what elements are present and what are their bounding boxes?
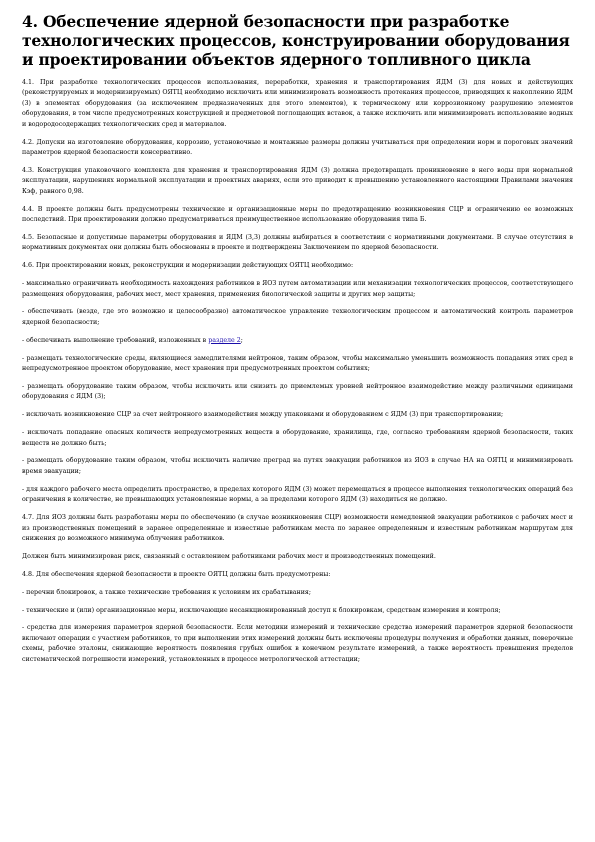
paragraph xyxy=(22,354,573,375)
paragraph xyxy=(22,552,573,562)
paragraph xyxy=(22,307,573,328)
paragraph-text: 4.6. При проектировании новых, реконструкции и модернизации действующих ОЯТЦ необходимо: xyxy=(22,262,354,270)
paragraph xyxy=(22,78,573,130)
paragraph-text: - размещать оборудование таким образом, чтобы исключить или снизить до приемлемых уровней нейтронное взаимодействие между различными единицами оборудования с ЯДМ (3); xyxy=(22,382,573,401)
paragraph-text: 4.4. В проекте должны быть предусмотрены технические и организационные меры по предотвращению возникновения СЦР и ограничению ее возможных последствий. При проектировании должно предусматриваться преимущественное использование оборудования типа Б. xyxy=(22,205,573,223)
paragraph xyxy=(22,623,573,665)
paragraph-text: - размещать оборудование таким образом, чтобы исключить наличие преград на путях эвакуации работников из ЯОЗ в случае НА на ОЯТЦ и минимизировать время эвакуации; xyxy=(22,457,573,475)
paragraph-text: - исключать возникновение СЦР за счет нейтронного взаимодействия между упаковками и оборудованием с ЯДМ (3) при транспортировании; xyxy=(22,411,504,419)
paragraph xyxy=(22,456,573,477)
paragraph-list xyxy=(22,78,573,665)
paragraph xyxy=(22,513,573,544)
paragraph-text: - технические и (или) организационные меры, исключающие несанкционированный доступ к блокировкам, средствам измерения и контроля; xyxy=(22,606,501,614)
section-2-link[interactable]: разделе 2 xyxy=(208,336,241,344)
paragraph-text: - перечни блокировок, а также технические требования к условиям их срабатывания; xyxy=(22,588,312,596)
paragraph xyxy=(22,205,573,226)
paragraph-text: Должен быть минимизирован риск, связанный с оставлением работниками рабочих мест и производственных помещений. xyxy=(22,552,436,560)
paragraph-text: - исключать попадание опасных количеств непредусмотренных веществ в оборудование, хранилища, где, согласно требованиям ядерной безопасности, таких веществ не должно быть; xyxy=(22,429,573,447)
paragraph xyxy=(22,588,573,598)
paragraph-text: - размещать технологические среды, являющиеся замедлителями нейтронов, таким образом, чтобы максимально уменьшить возможность попадания этих сред в непредусмотренное проектом оборудование, мест хранения при предусмотренных проектом событиях; xyxy=(22,354,573,373)
paragraph-text: 4.7. Для ЯОЗ должны быть разработаны меры по обеспечению (в случае возникновения СЦР) возможности немедленной эвакуации работников с рабочих мест и из производственных помещений в заранее определенные и известные работникам места по заранее определенным и известным работникам маршрутам для снижения до возможного минимума облучения работников. xyxy=(22,514,573,542)
paragraph xyxy=(22,606,573,616)
paragraph-text-tail: ; xyxy=(240,336,243,344)
paragraph xyxy=(22,428,573,449)
paragraph xyxy=(22,485,573,506)
paragraph-text: 4.8. Для обеспечения ядерной безопасности в проекте ОЯТЦ должны быть предусмотрены: xyxy=(22,570,331,578)
paragraph-text: - для каждого рабочего места определить пространство, в пределах которого ЯДМ (3) может перемещаться в процессе выполнения технологических операций без ограничения в количестве, не превышающих установленные нормы, а за пределами которого ЯДМ (3) находиться не должно. xyxy=(22,485,573,504)
paragraph-text: - обеспечивать выполнение требований, изложенных в xyxy=(22,336,209,344)
paragraph-text: 4.3. Конструкция упаковочного комплекта для хранения и транспортирования ЯДМ (3) должна предотвращать проникновение в него воды при нормальной эксплуатации, нарушениях нормальной эксплуатации и проектных авариях, если это приводит к превышению установленного настоящими Правилами значения Кэф, равного 0,98. xyxy=(22,166,573,195)
paragraph xyxy=(22,336,573,346)
paragraph xyxy=(22,233,573,254)
paragraph xyxy=(22,279,573,300)
paragraph-text: - средства для измерения параметров ядерной безопасности. Если методики измерений и технические средства измерений параметров ядерной безопасности включают операции с участием работников, то при выполнении этих измерений должны быть исключены процедуры получения и обработки данных, поверочные схемы, рабочие эталоны, снижающие вероятность появления грубых ошибок в конечном результате измерений, а также вероятность превышения пределов систематической погрешности измерений, установленных в процессе метрологической аттестации; xyxy=(22,624,573,663)
paragraph-text: 4.2. Допуски на изготовление оборудования, коррозию, установочные и монтажные размеры должны учитываться при определении норм и пороговых значений параметров ядерной безопасности консервативно. xyxy=(22,138,573,156)
document-title: 4. Обеспечение ядерной безопасности при разработке технологических процессов, конструировании оборудования и проектировании объектов ядерного топливного цикла xyxy=(22,12,570,69)
paragraph xyxy=(22,382,573,403)
paragraph-text: 4.1. При разработке технологических процессов использования, переработки, хранения и транспортирования ЯДМ (3) для новых и действующих (реконструируемых и модернизируемых) ОЯТЦ необходимо исключить или минимизировать возможность протекания процессов, приводящих к накоплению ЯДМ (3) в элементах оборудования (за исключением предназначенных для этого элементов), к термическому или коррозионному разрушению элементов оборудования, в том числе предусмотренных конструкцией и предметовой поглощающих вставок, а также исключить или минимизировать использование водных и водородосодержащих технологических сред и материалов. xyxy=(22,79,573,128)
paragraph xyxy=(22,138,573,159)
paragraph xyxy=(22,261,573,271)
paragraph-text: 4.5. Безопасные и допустимые параметры оборудования и ЯДМ (3,3) должны выбираться в соответствии с нормативными документами. В случае отсутствия в нормативных документах они должны быть обоснованы в проекте и подтверждены Заключением по ядерной безопасности. xyxy=(22,233,573,252)
paragraph xyxy=(22,570,573,580)
document-page xyxy=(22,12,573,673)
paragraph-text: - максимально ограничивать необходимость нахождения работников в ЯОЗ путем автоматизации или механизации технологических процессов, соответствующего размещения оборудования, рабочих мест, мест хранения, применения биологической защиты и других мер защиты; xyxy=(22,280,573,298)
paragraph xyxy=(22,166,573,197)
paragraph xyxy=(22,410,573,420)
paragraph-text: - обеспечивать (везде, где это возможно и целесообразно) автоматическое управление технологическим процессом и автоматический контроль параметров ядерной безопасности; xyxy=(22,308,573,326)
